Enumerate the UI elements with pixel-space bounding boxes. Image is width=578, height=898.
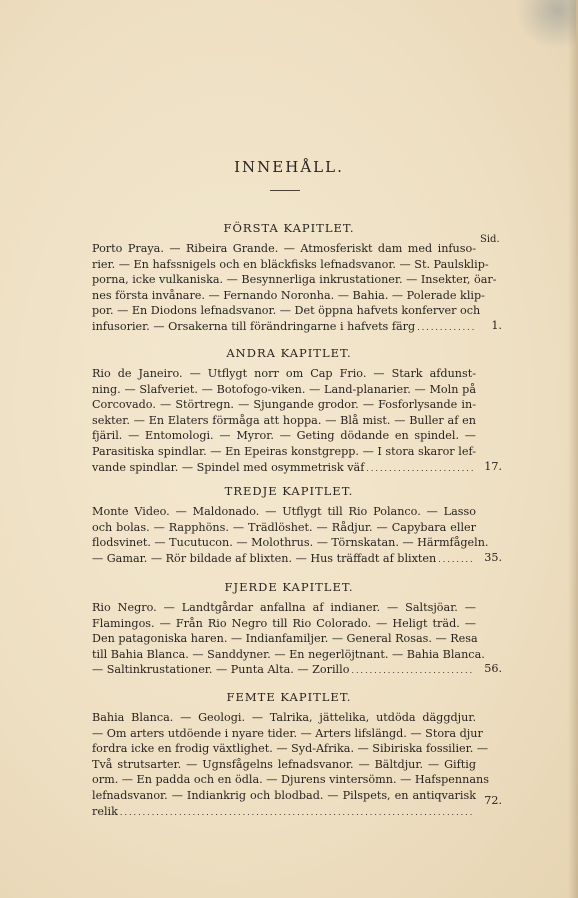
chapter-summary <box>92 366 476 475</box>
summary-line: porna, icke vulkaniska. — Besynnerliga inkrustationer. — Insekter, öar- <box>92 273 497 287</box>
summary-line: — Gamar. — Rör bildade af blixten. — Hus träffadt af blixten <box>92 551 437 565</box>
summary-line: och bolas. — Rapphöns. — Trädlöshet. — Rådjur. — Capybara eller <box>92 520 476 534</box>
spine-shadow <box>568 0 578 898</box>
summary-line: till Bahia Blanca. — Sanddyner. — En negerlöjtnant. — Bahia Blanca. <box>92 647 485 661</box>
summary-line: vande spindlar. — Spindel med osymmetrisk väf <box>92 460 365 474</box>
summary-last-line <box>92 551 476 567</box>
summary-line: Flamingos. — Från Rio Negro till Rio Colorado. — Heligt träd. — <box>92 616 476 630</box>
page-title: INNEHÅLL. <box>234 158 344 176</box>
summary-last-line <box>92 662 476 678</box>
summary-line: Parasitiska spindlar. — En Epeiras konstgrepp. — I stora skaror lef- <box>92 444 476 458</box>
summary-line: lefnadsvanor. — Indiankrig och blodbad. — Pilspets, en antiqvarisk <box>92 788 476 802</box>
summary-line: — Om arters utdöende i nyare tider. — Arters lifslängd. — Stora djur <box>92 726 483 740</box>
summary-line: orm. — En padda och en ödla. — Djurens vintersömn. — Hafspennans <box>92 773 489 787</box>
summary-line: Porto Praya. — Ribeira Grande. — Atmosferiskt dam med infuso- <box>92 242 476 255</box>
summary-line: ning. — Slafveriet. — Botofogo-viken. — Land-planarier. — Moln på <box>92 382 476 396</box>
summary-line: fjäril. — Entomologi. — Myror. — Geting dödande en spindel. — <box>92 429 476 443</box>
summary-line: Monte Video. — Maldonado. — Utflygt till Rio Polanco. — Lasso <box>92 505 476 518</box>
summary-line: nes första invånare. — Fernando Noronha. — Bahia. — Polerade klip- <box>92 288 485 302</box>
dot-leader <box>120 805 474 821</box>
dot-leader <box>351 663 474 679</box>
summary-line: flodsvinet. — Tucutucon. — Molothrus. — Törnskatan. — Härmfågeln. <box>92 536 489 550</box>
chapter-summary <box>92 504 489 566</box>
summary-line: Rio de Janeiro. — Utflygt norr om Cap Frio. — Stark afdunst- <box>92 367 476 380</box>
corner-stain <box>516 0 576 50</box>
page-column-label: Sid. <box>480 234 500 245</box>
chapter-heading: FÖRSTA KAPITLET. <box>223 221 355 235</box>
summary-line: Den patagoniska haren. — Indianfamiljer. — General Rosas. — Resa <box>92 632 478 646</box>
page-number: 35. <box>484 551 502 564</box>
page-number: 56. <box>484 662 502 675</box>
summary-last-line <box>92 319 476 335</box>
chapter-heading: ANDRA KAPITLET. <box>226 346 352 360</box>
chapter-heading: TREDJE KAPITLET. <box>224 484 354 498</box>
summary-line: infusorier. — Orsakerna till förändringarne i hafvets färg <box>92 319 416 333</box>
dot-leader <box>366 461 474 477</box>
dot-leader <box>438 552 474 568</box>
summary-last-line <box>92 460 476 476</box>
summary-line: por. — En Diodons lefnadsvanor. — Det öppna hafvets konferver och <box>92 304 481 318</box>
summary-line: relik <box>92 804 118 818</box>
page-number: 1. <box>491 319 502 332</box>
dot-leader <box>417 320 474 336</box>
summary-line: Corcovado. — Störtregn. — Sjungande grodor. — Fosforlysande in- <box>92 398 476 412</box>
summary-line: rier. — En hafssnigels och en bläckfisks lefnadsvanor. — St. Paulsklip- <box>92 257 489 271</box>
chapter-heading: FJERDE KAPITLET. <box>224 580 354 594</box>
chapter-summary <box>92 710 489 819</box>
summary-line: Två strutsarter. — Ugnsfågelns lefnadsvanor. — Bältdjur. — Giftig <box>92 757 476 771</box>
page-number: 17. <box>484 460 502 473</box>
summary-line: Rio Negro. — Landtgårdar anfallna af indianer. — Saltsjöar. — <box>92 601 476 614</box>
summary-line: fordra icke en frodig växtlighet. — Syd-Afrika. — Sibiriska fossilier. — <box>92 742 489 756</box>
chapter-summary <box>92 600 485 678</box>
summary-last-line <box>92 804 476 820</box>
title-divider <box>270 190 300 191</box>
page-number: 72. <box>484 794 502 807</box>
chapter-summary <box>92 241 497 335</box>
summary-line: — Saltinkrustationer. — Punta Alta. — Zorillo <box>92 663 350 677</box>
summary-line: sekter. — En Elaters förmåga att hoppa. — Blå mist. — Buller af en <box>92 413 476 427</box>
chapter-heading: FEMTE KAPITLET. <box>226 690 352 704</box>
summary-line: Bahia Blanca. — Geologi. — Talrika, jättelika, utdöda däggdjur. <box>92 711 476 724</box>
